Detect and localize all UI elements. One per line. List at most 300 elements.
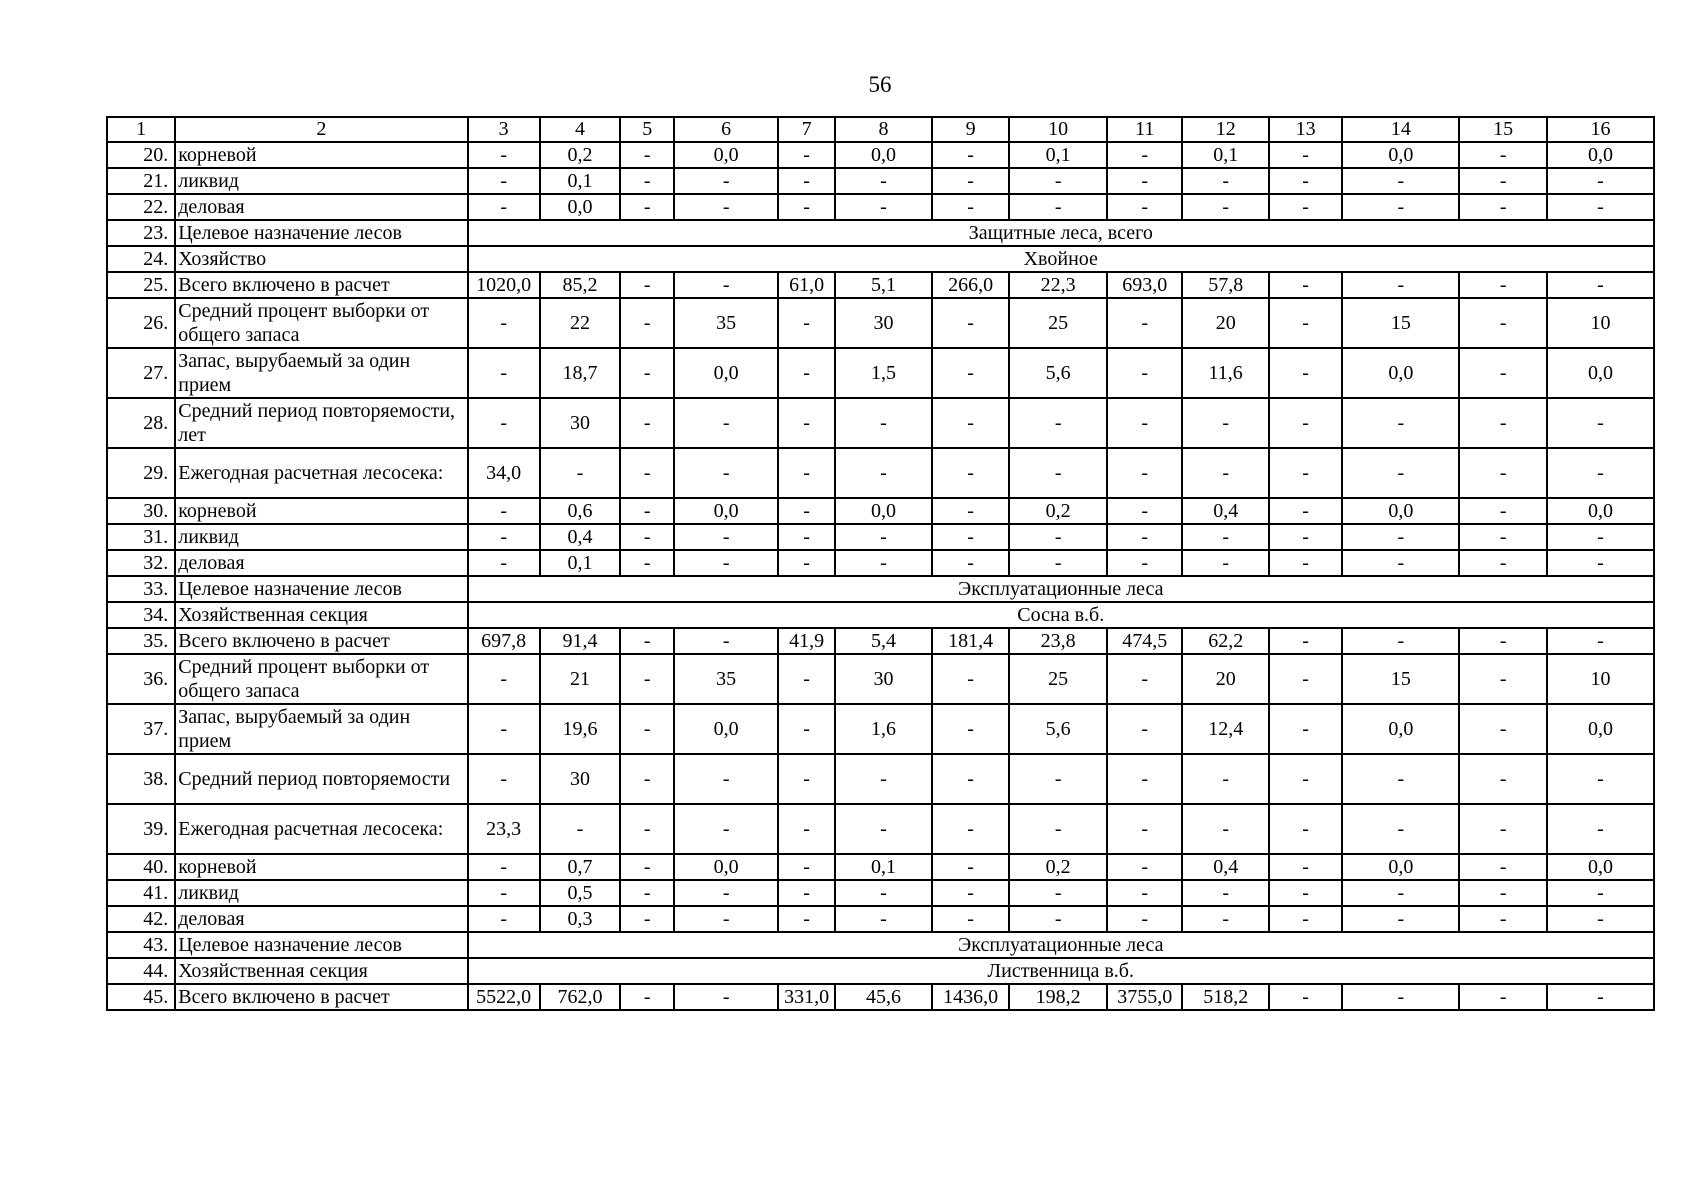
- value-cell: -: [1459, 448, 1547, 498]
- row-label-cell: Всего включено в расчет: [175, 272, 467, 298]
- value-cell: -: [1107, 880, 1182, 906]
- value-cell: -: [835, 448, 932, 498]
- row-number-cell: 35.: [107, 628, 175, 654]
- value-cell: 62,2: [1182, 628, 1269, 654]
- table-row: [107, 168, 1654, 194]
- value-cell: -: [835, 804, 932, 854]
- row-number-cell: 22.: [107, 194, 175, 220]
- value-cell: -: [468, 498, 540, 524]
- table-row: [107, 958, 1654, 984]
- value-cell: 30: [540, 398, 620, 448]
- value-cell: -: [1459, 298, 1547, 348]
- value-cell: 18,7: [540, 348, 620, 398]
- value-cell: 0,0: [1342, 498, 1459, 524]
- column-number-header: 5: [620, 117, 674, 142]
- table-row: [107, 854, 1654, 880]
- table-row: [107, 142, 1654, 168]
- value-cell: -: [1342, 398, 1459, 448]
- value-cell: -: [1459, 168, 1547, 194]
- value-cell: -: [1459, 194, 1547, 220]
- value-cell: -: [778, 880, 835, 906]
- value-cell: -: [1342, 550, 1459, 576]
- value-cell: 57,8: [1182, 272, 1269, 298]
- value-cell: 1436,0: [932, 984, 1009, 1010]
- row-label-cell: Хозяйственная секция: [175, 602, 467, 628]
- value-cell: -: [778, 398, 835, 448]
- value-cell: -: [932, 498, 1009, 524]
- data-table: [106, 116, 1655, 1011]
- value-cell: 0,0: [540, 194, 620, 220]
- value-cell: -: [620, 906, 674, 932]
- value-cell: -: [1269, 448, 1342, 498]
- row-number-cell: 33.: [107, 576, 175, 602]
- row-number-cell: 27.: [107, 348, 175, 398]
- value-cell: -: [1459, 704, 1547, 754]
- row-number-cell: 45.: [107, 984, 175, 1010]
- value-cell: -: [468, 524, 540, 550]
- value-cell: 0,0: [1547, 704, 1654, 754]
- value-cell: -: [620, 348, 674, 398]
- value-cell: -: [1459, 550, 1547, 576]
- value-cell: -: [835, 550, 932, 576]
- section-title-cell: Эксплуатационные леса: [468, 576, 1654, 602]
- value-cell: -: [1107, 906, 1182, 932]
- value-cell: -: [620, 804, 674, 854]
- value-cell: -: [1459, 272, 1547, 298]
- row-number-cell: 23.: [107, 220, 175, 246]
- value-cell: -: [1009, 550, 1107, 576]
- value-cell: -: [1342, 272, 1459, 298]
- value-cell: -: [1459, 628, 1547, 654]
- value-cell: -: [932, 804, 1009, 854]
- value-cell: 22,3: [1009, 272, 1107, 298]
- table-row: [107, 550, 1654, 576]
- value-cell: -: [1342, 628, 1459, 654]
- value-cell: 15: [1342, 298, 1459, 348]
- value-cell: 0,0: [674, 348, 778, 398]
- table-row: [107, 246, 1654, 272]
- table-row: [107, 704, 1654, 754]
- value-cell: -: [674, 524, 778, 550]
- value-cell: -: [1009, 804, 1107, 854]
- row-label-cell: Ежегодная расчетная лесосека:: [175, 448, 467, 498]
- value-cell: -: [932, 754, 1009, 804]
- value-cell: -: [674, 906, 778, 932]
- value-cell: 0,3: [540, 906, 620, 932]
- value-cell: -: [620, 550, 674, 576]
- value-cell: 266,0: [932, 272, 1009, 298]
- value-cell: -: [620, 984, 674, 1010]
- value-cell: -: [1107, 168, 1182, 194]
- value-cell: 1,6: [835, 704, 932, 754]
- value-cell: 30: [835, 298, 932, 348]
- value-cell: -: [778, 524, 835, 550]
- value-cell: -: [1182, 880, 1269, 906]
- value-cell: 0,2: [1009, 498, 1107, 524]
- value-cell: -: [1182, 398, 1269, 448]
- value-cell: -: [1009, 754, 1107, 804]
- value-cell: 0,7: [540, 854, 620, 880]
- row-number-cell: 43.: [107, 932, 175, 958]
- row-number-cell: 40.: [107, 854, 175, 880]
- value-cell: -: [1269, 654, 1342, 704]
- value-cell: -: [674, 168, 778, 194]
- value-cell: 693,0: [1107, 272, 1182, 298]
- value-cell: -: [1459, 906, 1547, 932]
- column-number-header: 7: [778, 117, 835, 142]
- value-cell: -: [1342, 448, 1459, 498]
- value-cell: -: [1182, 194, 1269, 220]
- value-cell: 518,2: [1182, 984, 1269, 1010]
- value-cell: -: [1459, 984, 1547, 1010]
- row-number-cell: 28.: [107, 398, 175, 448]
- value-cell: 0,0: [674, 854, 778, 880]
- value-cell: 0,0: [1547, 142, 1654, 168]
- value-cell: 181,4: [932, 628, 1009, 654]
- column-number-header: 4: [540, 117, 620, 142]
- value-cell: 34,0: [468, 448, 540, 498]
- row-label-cell: деловая: [175, 906, 467, 932]
- table-row: [107, 524, 1654, 550]
- column-number-header: 14: [1342, 117, 1459, 142]
- value-cell: -: [1107, 498, 1182, 524]
- value-cell: 25: [1009, 298, 1107, 348]
- value-cell: -: [620, 704, 674, 754]
- value-cell: 15: [1342, 654, 1459, 704]
- value-cell: -: [1107, 654, 1182, 704]
- table-row: [107, 220, 1654, 246]
- value-cell: 23,8: [1009, 628, 1107, 654]
- row-number-cell: 36.: [107, 654, 175, 704]
- value-cell: -: [1107, 524, 1182, 550]
- value-cell: 20: [1182, 298, 1269, 348]
- value-cell: 0,1: [1182, 142, 1269, 168]
- value-cell: -: [1547, 448, 1654, 498]
- value-cell: -: [1269, 498, 1342, 524]
- row-number-cell: 44.: [107, 958, 175, 984]
- value-cell: -: [674, 272, 778, 298]
- value-cell: 0,0: [835, 142, 932, 168]
- value-cell: -: [1107, 854, 1182, 880]
- value-cell: 0,0: [835, 498, 932, 524]
- value-cell: 0,4: [1182, 854, 1269, 880]
- section-title-cell: Лиственница в.б.: [468, 958, 1654, 984]
- row-label-cell: Хозяйственная секция: [175, 958, 467, 984]
- value-cell: -: [932, 194, 1009, 220]
- value-cell: -: [1269, 804, 1342, 854]
- value-cell: -: [620, 168, 674, 194]
- row-number-cell: 37.: [107, 704, 175, 754]
- value-cell: 23,3: [468, 804, 540, 854]
- table-row: [107, 498, 1654, 524]
- value-cell: -: [540, 448, 620, 498]
- value-cell: -: [1269, 754, 1342, 804]
- row-label-cell: ликвид: [175, 880, 467, 906]
- row-label-cell: Средний период повторяемости: [175, 754, 467, 804]
- value-cell: 0,0: [1342, 348, 1459, 398]
- value-cell: -: [468, 654, 540, 704]
- row-number-cell: 41.: [107, 880, 175, 906]
- row-label-cell: корневой: [175, 854, 467, 880]
- value-cell: -: [1107, 298, 1182, 348]
- value-cell: 0,1: [540, 550, 620, 576]
- value-cell: -: [1269, 906, 1342, 932]
- value-cell: -: [620, 272, 674, 298]
- value-cell: 3755,0: [1107, 984, 1182, 1010]
- row-label-cell: корневой: [175, 498, 467, 524]
- value-cell: -: [620, 880, 674, 906]
- value-cell: -: [1009, 524, 1107, 550]
- row-number-cell: 34.: [107, 602, 175, 628]
- row-label-cell: Ежегодная расчетная лесосека:: [175, 804, 467, 854]
- value-cell: 697,8: [468, 628, 540, 654]
- value-cell: -: [1547, 524, 1654, 550]
- row-label-cell: ликвид: [175, 168, 467, 194]
- row-number-cell: 21.: [107, 168, 175, 194]
- value-cell: -: [620, 298, 674, 348]
- row-label-cell: Средний период повторяемости, лет: [175, 398, 467, 448]
- value-cell: -: [620, 654, 674, 704]
- row-label-cell: Всего включено в расчет: [175, 984, 467, 1010]
- value-cell: -: [1547, 906, 1654, 932]
- value-cell: -: [1459, 804, 1547, 854]
- value-cell: 0,1: [540, 168, 620, 194]
- value-cell: 35: [674, 298, 778, 348]
- row-label-cell: Всего включено в расчет: [175, 628, 467, 654]
- value-cell: -: [620, 398, 674, 448]
- table-row: [107, 932, 1654, 958]
- value-cell: -: [932, 448, 1009, 498]
- column-number-header: 9: [932, 117, 1009, 142]
- value-cell: -: [1269, 704, 1342, 754]
- row-number-cell: 42.: [107, 906, 175, 932]
- value-cell: -: [1459, 498, 1547, 524]
- section-title-cell: Сосна в.б.: [468, 602, 1654, 628]
- value-cell: -: [778, 854, 835, 880]
- value-cell: 0,1: [1009, 142, 1107, 168]
- value-cell: -: [1269, 194, 1342, 220]
- table-row: [107, 602, 1654, 628]
- value-cell: -: [778, 142, 835, 168]
- value-cell: -: [468, 880, 540, 906]
- value-cell: -: [1459, 654, 1547, 704]
- row-number-cell: 31.: [107, 524, 175, 550]
- row-number-cell: 20.: [107, 142, 175, 168]
- column-number-header: 1: [107, 117, 175, 142]
- section-title-cell: Хвойное: [468, 246, 1654, 272]
- value-cell: -: [674, 804, 778, 854]
- value-cell: 0,0: [1547, 498, 1654, 524]
- value-cell: 45,6: [835, 984, 932, 1010]
- value-cell: -: [1182, 524, 1269, 550]
- value-cell: -: [1182, 754, 1269, 804]
- value-cell: -: [674, 984, 778, 1010]
- value-cell: -: [1009, 906, 1107, 932]
- value-cell: 0,2: [1009, 854, 1107, 880]
- value-cell: -: [674, 194, 778, 220]
- value-cell: -: [1009, 398, 1107, 448]
- value-cell: -: [1269, 348, 1342, 398]
- value-cell: -: [1459, 142, 1547, 168]
- value-cell: -: [468, 754, 540, 804]
- value-cell: -: [778, 498, 835, 524]
- value-cell: -: [1547, 194, 1654, 220]
- value-cell: 91,4: [540, 628, 620, 654]
- row-label-cell: ликвид: [175, 524, 467, 550]
- table-row: [107, 398, 1654, 448]
- value-cell: -: [1107, 704, 1182, 754]
- value-cell: -: [778, 906, 835, 932]
- value-cell: -: [932, 854, 1009, 880]
- value-cell: -: [778, 754, 835, 804]
- column-number-header: 6: [674, 117, 778, 142]
- value-cell: -: [468, 142, 540, 168]
- column-number-header: 2: [175, 117, 467, 142]
- row-label-cell: Запас, вырубаемый за один прием: [175, 348, 467, 398]
- value-cell: -: [932, 142, 1009, 168]
- value-cell: 0,0: [1547, 854, 1654, 880]
- value-cell: -: [932, 524, 1009, 550]
- value-cell: -: [1459, 524, 1547, 550]
- value-cell: -: [778, 194, 835, 220]
- value-cell: -: [468, 194, 540, 220]
- row-number-cell: 25.: [107, 272, 175, 298]
- value-cell: 474,5: [1107, 628, 1182, 654]
- value-cell: -: [932, 704, 1009, 754]
- value-cell: 0,2: [540, 142, 620, 168]
- value-cell: -: [835, 194, 932, 220]
- value-cell: 12,4: [1182, 704, 1269, 754]
- column-number-header: 11: [1107, 117, 1182, 142]
- row-number-cell: 24.: [107, 246, 175, 272]
- value-cell: -: [932, 168, 1009, 194]
- value-cell: -: [1547, 984, 1654, 1010]
- value-cell: -: [1269, 550, 1342, 576]
- value-cell: -: [1107, 550, 1182, 576]
- value-cell: 0,0: [1342, 704, 1459, 754]
- row-label-cell: Средний процент выборки от общего запаса: [175, 298, 467, 348]
- table-row: [107, 654, 1654, 704]
- value-cell: -: [1009, 168, 1107, 194]
- value-cell: 22: [540, 298, 620, 348]
- value-cell: -: [1342, 194, 1459, 220]
- table-row: [107, 906, 1654, 932]
- value-cell: -: [540, 804, 620, 854]
- value-cell: 5,6: [1009, 704, 1107, 754]
- value-cell: -: [468, 854, 540, 880]
- value-cell: -: [620, 498, 674, 524]
- value-cell: 35: [674, 654, 778, 704]
- value-cell: 0,4: [1182, 498, 1269, 524]
- value-cell: 331,0: [778, 984, 835, 1010]
- table-row: [107, 754, 1654, 804]
- value-cell: -: [835, 398, 932, 448]
- value-cell: 61,0: [778, 272, 835, 298]
- table-row: [107, 984, 1654, 1010]
- value-cell: -: [1459, 880, 1547, 906]
- value-cell: -: [1269, 628, 1342, 654]
- value-cell: -: [932, 348, 1009, 398]
- row-label-cell: деловая: [175, 194, 467, 220]
- value-cell: -: [1459, 854, 1547, 880]
- column-number-header: 10: [1009, 117, 1107, 142]
- table-header-row: [107, 117, 1654, 142]
- value-cell: -: [1547, 272, 1654, 298]
- value-cell: -: [1342, 168, 1459, 194]
- value-cell: -: [1009, 194, 1107, 220]
- value-cell: -: [1342, 524, 1459, 550]
- column-number-header: 12: [1182, 117, 1269, 142]
- value-cell: 0,0: [674, 142, 778, 168]
- column-number-header: 3: [468, 117, 540, 142]
- value-cell: 30: [835, 654, 932, 704]
- value-cell: -: [468, 298, 540, 348]
- value-cell: -: [1269, 168, 1342, 194]
- value-cell: -: [1342, 804, 1459, 854]
- value-cell: -: [1182, 168, 1269, 194]
- value-cell: -: [1342, 906, 1459, 932]
- value-cell: 11,6: [1182, 348, 1269, 398]
- value-cell: -: [1547, 628, 1654, 654]
- value-cell: 41,9: [778, 628, 835, 654]
- section-title-cell: Защитные леса, всего: [468, 220, 1654, 246]
- value-cell: -: [835, 524, 932, 550]
- value-cell: -: [468, 550, 540, 576]
- value-cell: -: [835, 880, 932, 906]
- value-cell: -: [1342, 984, 1459, 1010]
- row-number-cell: 30.: [107, 498, 175, 524]
- value-cell: 10: [1547, 654, 1654, 704]
- column-number-header: 16: [1547, 117, 1654, 142]
- value-cell: -: [932, 550, 1009, 576]
- value-cell: -: [1182, 906, 1269, 932]
- table-row: [107, 576, 1654, 602]
- value-cell: -: [778, 448, 835, 498]
- column-number-header: 8: [835, 117, 932, 142]
- value-cell: 1,5: [835, 348, 932, 398]
- value-cell: -: [1107, 804, 1182, 854]
- value-cell: -: [1107, 448, 1182, 498]
- value-cell: -: [1009, 448, 1107, 498]
- value-cell: -: [1107, 754, 1182, 804]
- value-cell: -: [778, 298, 835, 348]
- value-cell: -: [778, 348, 835, 398]
- value-cell: -: [674, 550, 778, 576]
- value-cell: -: [468, 906, 540, 932]
- column-number-header: 15: [1459, 117, 1547, 142]
- value-cell: -: [1547, 550, 1654, 576]
- value-cell: 85,2: [540, 272, 620, 298]
- value-cell: 762,0: [540, 984, 620, 1010]
- value-cell: -: [778, 550, 835, 576]
- value-cell: 0,0: [674, 704, 778, 754]
- table-row: [107, 194, 1654, 220]
- value-cell: -: [674, 398, 778, 448]
- value-cell: -: [1107, 194, 1182, 220]
- value-cell: -: [835, 906, 932, 932]
- value-cell: -: [674, 628, 778, 654]
- table-body: [107, 117, 1654, 1010]
- value-cell: -: [620, 524, 674, 550]
- value-cell: -: [1269, 854, 1342, 880]
- value-cell: -: [1107, 348, 1182, 398]
- value-cell: -: [1547, 168, 1654, 194]
- value-cell: -: [1182, 550, 1269, 576]
- value-cell: -: [620, 142, 674, 168]
- table-row: [107, 348, 1654, 398]
- value-cell: 25: [1009, 654, 1107, 704]
- value-cell: -: [1547, 754, 1654, 804]
